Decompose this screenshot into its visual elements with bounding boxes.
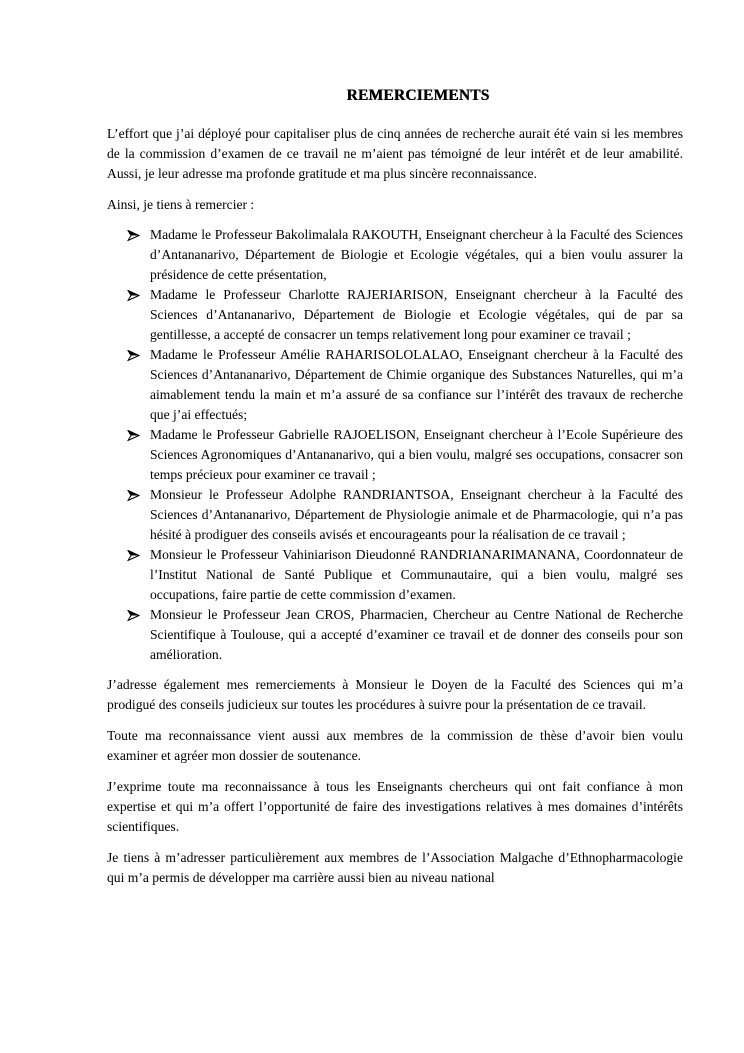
list-item-text: Monsieur le Professeur Adolphe RANDRIANTSOA, Enseignant chercheur à la Faculté des Sciences d’Antananarivo, Département de Physiologie animale et de Pharmacologie, qui n’a pas hésité à prodiguer des conseils avisés et encourageants pour la réalisation de ce travail ; — [150, 487, 683, 542]
list-item-text: Madame le Professeur Amélie RAHARISOLOLALAO, Enseignant chercheur à la Faculté des Sciences d’Antananarivo, Département de Chimie organique des Substances Naturelles, qui m’a aimablement tendu la main et m’a assuré de sa confiance sur l’intérêt des travaux de recherche que j’ai effectués; — [150, 347, 683, 422]
list-item — [107, 225, 683, 285]
list-item — [107, 285, 683, 345]
teachers-paragraph: J’exprime toute ma reconnaissance à tous les Enseignants chercheurs qui ont fait confiance à mon expertise et qui m’a offert l’opportunité de faire des investigations relatives à mes domaines d’intérêts scientifiques. — [107, 779, 683, 834]
list-item-text: Madame le Professeur Gabrielle RAJOELISON, Enseignant chercheur à l’Ecole Supérieure des Sciences Agronomiques d’Antananarivo, qui a bien voulu, malgré ses occupations, consacrer son temps précieux pour examiner ce travail ; — [150, 427, 683, 482]
list-item-text: Monsieur le Professeur Jean CROS, Pharmacien, Chercheur au Centre National de Recherche Scientifique à Toulouse, qui a accepté d’examiner ce travail et de donner des conseils pour son amélioration. — [150, 607, 683, 662]
arrowhead-bullet-icon — [127, 605, 145, 625]
list-item-text: Monsieur le Professeur Vahiniarison Dieudonné RANDRIANARIMANANA, Coordonnateur de l’Institut National de Santé Publique et Communautaire, qui a bien voulu, malgré ses occupations, faire partie de cette commission d’examen. — [150, 547, 683, 602]
thanks-lead-in: Ainsi, je tiens à remercier : — [107, 197, 255, 212]
arrowhead-bullet-icon — [127, 485, 145, 505]
document-page — [107, 86, 683, 899]
arrowhead-bullet-icon — [127, 225, 145, 245]
arrowhead-bullet-icon — [127, 425, 145, 445]
page-title: REMERCIEMENTS — [346, 87, 490, 104]
thesis-commission-paragraph: Toute ma reconnaissance vient aussi aux membres de la commission de thèse d’avoir bien voulu examiner et agréer mon dossier de soutenance. — [107, 728, 683, 763]
dean-paragraph: J’adresse également mes remerciements à Monsieur le Doyen de la Faculté des Sciences qui m’a prodigué des conseils judicieux sur toutes les procédures à suivre pour la présentation de ce travail. — [107, 677, 683, 712]
list-item — [107, 485, 683, 545]
list-item-text: Madame le Professeur Charlotte RAJERIARISON, Enseignant chercheur à la Faculté des Sciences d’Antananarivo, Département de Biologie et Ecologie végétales, qui de par sa gentillesse, a accepté de consacrer un temps relativement long pour examiner ce travail ; — [150, 287, 683, 342]
association-paragraph: Je tiens à m’adresser particulièrement aux membres de l’Association Malgache d’Ethnopharmacologie qui m’a permis de développer ma carrière aussi bien au niveau national — [107, 850, 683, 885]
arrowhead-bullet-icon — [127, 545, 145, 565]
list-item-text: Madame le Professeur Bakolimalala RAKOUTH, Enseignant chercheur à la Faculté des Sciences d’Antananarivo, Département de Biologie et Ecologie végétales, qui a bien voulu assurer la présidence de cette présentation, — [150, 227, 683, 282]
acknowledgement-list — [107, 225, 683, 665]
list-item — [107, 425, 683, 485]
arrowhead-bullet-icon — [127, 285, 145, 305]
list-item — [107, 545, 683, 605]
list-item — [107, 605, 683, 665]
intro-paragraph: L’effort que j’ai déployé pour capitaliser plus de cinq années de recherche aurait été vain si les membres de la commission d’examen de ce travail ne m’aient pas témoigné de leur intérêt et de leur amabilité. Aussi, je leur adresse ma profonde gratitude et ma plus sincère reconnaissance. — [107, 126, 683, 181]
list-item — [107, 345, 683, 425]
arrowhead-bullet-icon — [127, 345, 145, 365]
